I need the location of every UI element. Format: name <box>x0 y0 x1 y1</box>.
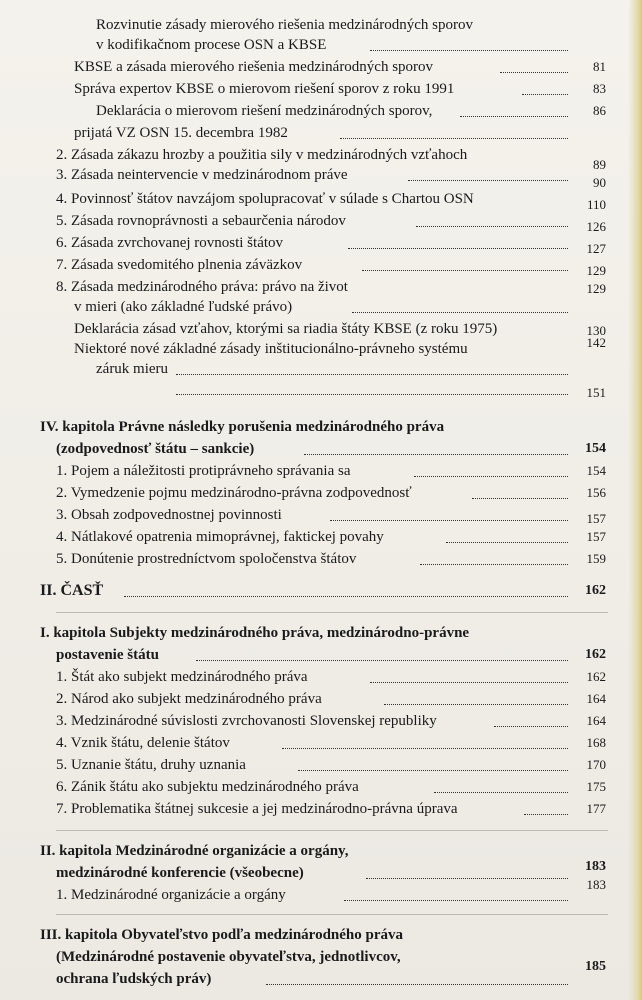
entry-title: 5. Uznanie štátu, druhy uznania <box>56 757 246 773</box>
entry-title: ochrana ľudských práv) <box>56 971 212 987</box>
entry-title: Deklarácia zásad vzťahov, ktorými sa riadia štáty KBSE (z roku 1975) <box>74 321 498 337</box>
page-number: 159 <box>586 551 606 566</box>
entry-title: 1. Štát ako subjekt medzinárodného práva <box>56 669 308 685</box>
entry-title: II. kapitola Medzinárodné organizácie a orgány, <box>40 843 349 859</box>
leader-dots <box>124 596 568 597</box>
page-number: 162 <box>585 647 606 662</box>
page-number: 156 <box>586 485 606 500</box>
entry-title: 3. Obsah zodpovednostnej povinnosti <box>56 507 282 523</box>
leader-dots <box>176 394 568 395</box>
entry-title: v mieri (ako základné ľudské právo) <box>74 299 293 315</box>
page-edge <box>628 0 642 1000</box>
entry-title: 4. Vznik štátu, delenie štátov <box>56 735 230 751</box>
leader-dots <box>196 660 568 661</box>
entry-title: 5. Donútenie prostredníctvom spoločenstva štátov <box>56 551 357 567</box>
leader-dots <box>370 50 568 51</box>
divider <box>56 612 608 613</box>
entry-title: 8. Zásada medzinárodného práva: právo na život <box>56 279 348 295</box>
leader-dots <box>366 878 568 879</box>
page-number: 157 <box>586 529 606 544</box>
leader-dots <box>446 542 568 543</box>
page-number: 162 <box>585 583 606 598</box>
page-number: 154 <box>585 441 606 456</box>
entry-title: 6. Zánik štátu ako subjektu medzinárodného práva <box>56 779 359 795</box>
leader-dots <box>370 682 568 683</box>
leader-dots <box>408 180 568 181</box>
page-number: 126 <box>586 219 606 234</box>
leader-dots <box>460 116 568 117</box>
entry-title: Rozvinutie zásady mierového riešenia medzinárodných sporov <box>96 17 473 33</box>
leader-dots <box>304 454 568 455</box>
entry-title: Správa expertov KBSE o mierovom riešení sporov z roku 1991 <box>74 81 455 97</box>
page-number: 157 <box>586 511 606 526</box>
page-number: 164 <box>586 713 606 728</box>
leader-dots <box>522 94 568 95</box>
page-number: 164 <box>586 691 606 706</box>
entry-title: 3. Zásada neintervencie v medzinárodnom práve <box>56 167 348 183</box>
page-number: 183 <box>585 859 606 874</box>
entry-title: 1. Pojem a náležitosti protiprávneho správania sa <box>56 463 351 479</box>
leader-dots <box>416 226 568 227</box>
leader-dots <box>524 814 568 815</box>
entry-title: 2. Zásada zákazu hrozby a použitia sily v medzinárodných vzťahoch <box>56 147 468 163</box>
page-number: 83 <box>593 81 606 96</box>
entry-title: Deklarácia o mierovom riešení medzinárodných sporov, <box>96 103 433 119</box>
entry-title: Niektoré nové základné zásady inštitucionálno-právneho systému <box>74 341 468 357</box>
page-number: 177 <box>586 801 606 816</box>
leader-dots <box>434 792 568 793</box>
entry-title: postavenie štátu <box>56 647 159 663</box>
leader-dots <box>266 984 568 985</box>
entry-title: II. ČASŤ <box>40 582 104 599</box>
leader-dots <box>420 564 568 565</box>
leader-dots <box>348 248 568 249</box>
page-number: 151 <box>586 385 606 400</box>
leader-dots <box>330 520 568 521</box>
leader-dots <box>176 374 568 375</box>
page-number: 130 <box>586 323 606 338</box>
page-number: 129 <box>586 281 606 296</box>
entry-title: 2. Vymedzenie pojmu medzinárodno-právna zodpovednosť <box>56 485 412 501</box>
page-number: 81 <box>593 59 606 74</box>
divider <box>56 830 608 831</box>
entry-title: 7. Zásada svedomitého plnenia záväzkov <box>56 257 303 273</box>
leader-dots <box>472 498 568 499</box>
page-number: 142 <box>586 335 606 350</box>
page-number: 183 <box>586 877 606 892</box>
entry-title: prijatá VZ OSN 15. decembra 1982 <box>74 125 288 141</box>
page-number: 129 <box>586 263 606 278</box>
leader-dots <box>414 476 568 477</box>
entry-title: IV. kapitola Právne následky porušenia medzinárodného práva <box>40 419 445 435</box>
page-number: 185 <box>585 959 606 974</box>
page-number: 170 <box>586 757 606 772</box>
entry-title: medzinárodné konferencie (všeobecne) <box>56 865 304 881</box>
entry-title: 4. Povinnosť štátov navzájom spolupracovať v súlade s Chartou OSN <box>56 191 474 207</box>
entry-title: záruk mieru <box>96 361 169 377</box>
entry-title: 6. Zásada zvrchovanej rovnosti štátov <box>56 235 284 251</box>
entry-title: v kodifikačnom procese OSN a KBSE <box>96 37 327 53</box>
leader-dots <box>282 748 568 749</box>
entry-title: (Medzinárodné postavenie obyvateľstva, jednotlivcov, <box>56 949 401 965</box>
leader-dots <box>344 900 568 901</box>
leader-dots <box>500 72 568 73</box>
entry-title: 1. Medzinárodné organizácie a orgány <box>56 887 286 903</box>
page-number: 162 <box>586 669 606 684</box>
leader-dots <box>384 704 568 705</box>
entry-title: 3. Medzinárodné súvislosti zvrchovanosti Slovenskej republiky <box>56 713 437 729</box>
entry-title: (zodpovednosť štátu – sankcie) <box>56 441 255 457</box>
entry-title: I. kapitola Subjekty medzinárodného práva, medzinárodno-právne <box>40 625 470 641</box>
page-number: 168 <box>586 735 606 750</box>
entry-title: 4. Nátlakové opatrenia mimoprávnej, faktickej povahy <box>56 529 384 545</box>
page-number: 90 <box>593 175 606 190</box>
leader-dots <box>494 726 568 727</box>
entry-title: 5. Zásada rovnoprávnosti a sebaurčenia národov <box>56 213 346 229</box>
page-number: 89 <box>593 157 606 172</box>
leader-dots <box>362 270 568 271</box>
page-number: 110 <box>586 197 606 212</box>
page-number: 175 <box>586 779 606 794</box>
page-number: 86 <box>593 103 606 118</box>
divider <box>56 914 608 915</box>
entry-title: 2. Národ ako subjekt medzinárodného práva <box>56 691 322 707</box>
entry-title: 7. Problematika štátnej sukcesie a jej medzinárodno-právna úprava <box>56 801 458 817</box>
leader-dots <box>340 138 568 139</box>
entry-title: KBSE a zásada mierového riešenia medzinárodných sporov <box>74 59 434 75</box>
leader-dots <box>352 312 568 313</box>
leader-dots <box>298 770 568 771</box>
page-number: 154 <box>586 463 606 478</box>
page-number: 127 <box>586 241 606 256</box>
entry-title: III. kapitola Obyvateľstvo podľa medzinárodného práva <box>40 927 404 943</box>
